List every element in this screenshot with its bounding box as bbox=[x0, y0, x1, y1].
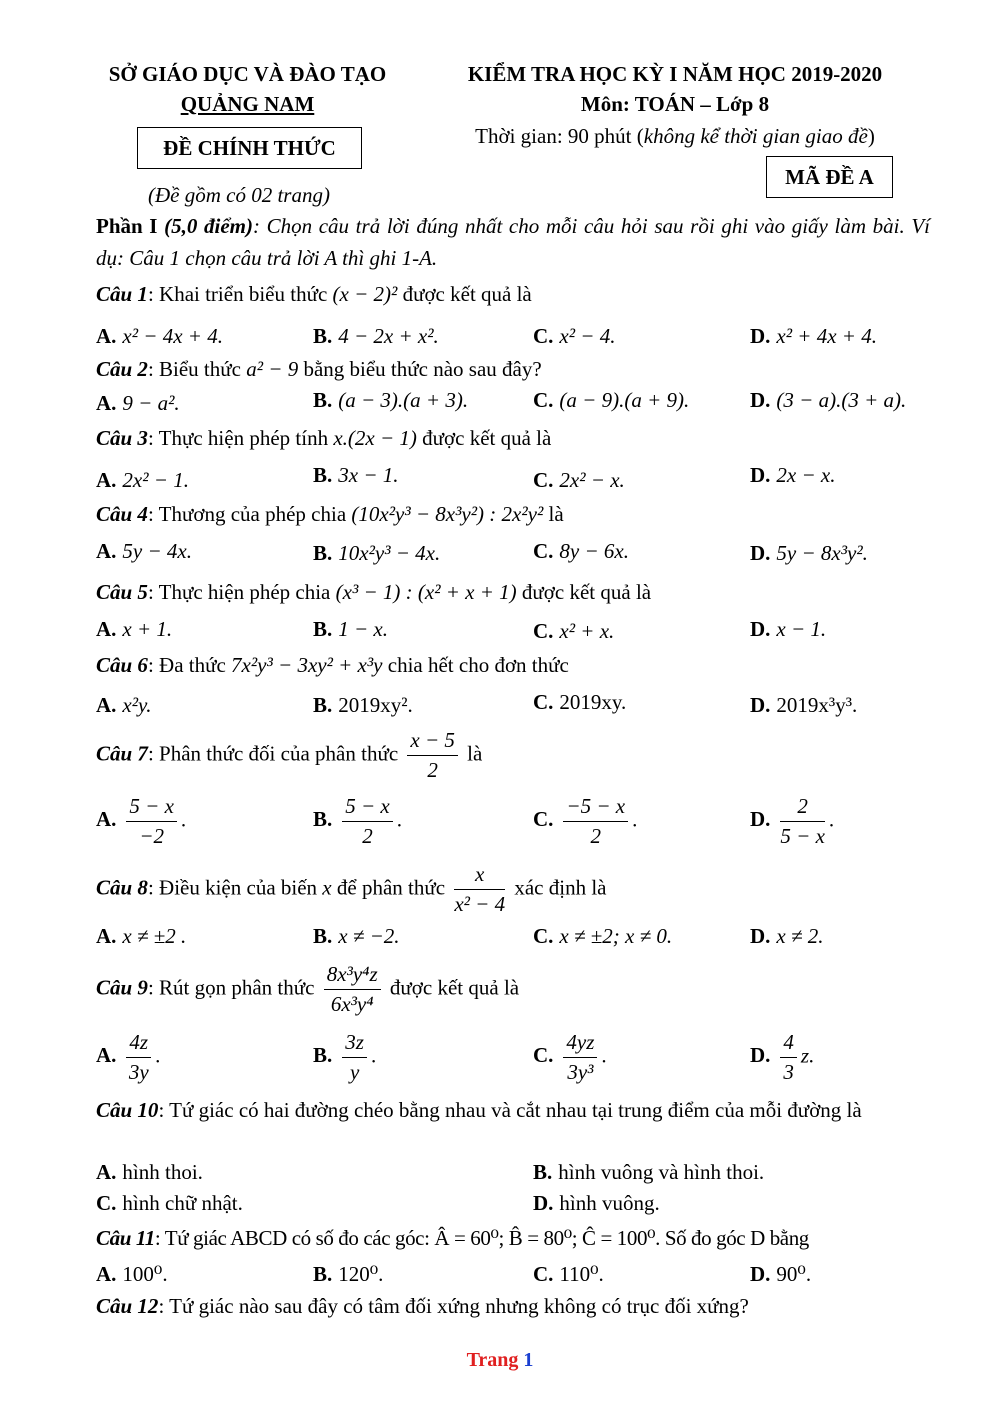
q4-option-b[interactable] bbox=[313, 541, 440, 566]
question-text: : Đa thức bbox=[147, 653, 232, 677]
option-text: (a − 9).(a + 9). bbox=[559, 388, 690, 412]
question-6 bbox=[96, 653, 569, 678]
question-tail: . Số đo góc D bằng bbox=[655, 1226, 809, 1250]
q3-option-c[interactable] bbox=[533, 468, 625, 493]
option-text: x ≠ 2. bbox=[776, 924, 824, 948]
time-label: Thời gian: 90 phút ( bbox=[475, 124, 644, 148]
option-letter: C. bbox=[96, 1191, 117, 1215]
q6-option-d[interactable] bbox=[750, 693, 857, 718]
question-text: : Khai triển biểu thức bbox=[147, 282, 333, 306]
question-math: x.(2x − 1) bbox=[333, 426, 417, 450]
q11-option-d[interactable] bbox=[750, 1262, 811, 1287]
option-letter: D. bbox=[750, 924, 771, 948]
fraction-denominator: 3y bbox=[128, 1060, 149, 1084]
q9-option-a[interactable]: A. $\frac{4z}{3y}$ . bbox=[96, 1030, 161, 1084]
option-letter: C. bbox=[533, 690, 554, 714]
question-tail: được kết quả là bbox=[416, 426, 552, 450]
fraction-denominator: y bbox=[349, 1060, 360, 1084]
option-text: 2019x³y³. bbox=[776, 693, 858, 717]
option-text: x + 1. bbox=[122, 617, 173, 641]
option-text: x ≠ ±2 . bbox=[122, 924, 187, 948]
fraction-denominator: 2 bbox=[590, 824, 601, 848]
option-text: hình thoi. bbox=[122, 1160, 203, 1184]
option-text: 2019xy. bbox=[559, 690, 627, 714]
question-label: Câu 2 bbox=[96, 357, 148, 381]
option-text: hình vuông. bbox=[559, 1191, 660, 1215]
q6-option-a[interactable] bbox=[96, 693, 151, 718]
option-fraction bbox=[563, 1030, 597, 1085]
question-label: Câu 7 bbox=[96, 741, 148, 766]
question-12 bbox=[96, 1294, 749, 1319]
question-9 bbox=[96, 962, 519, 1017]
time-italic: không kể thời gian giao đề bbox=[643, 124, 868, 148]
option-text: 9 − a². bbox=[122, 391, 180, 415]
option-text: 2x − x. bbox=[776, 463, 836, 487]
question-text: : Thực hiện phép tính bbox=[147, 426, 334, 450]
question-tail: bằng biểu thức nào sau đây? bbox=[298, 357, 542, 381]
option-letter: D. bbox=[750, 324, 771, 348]
q9-option-d[interactable] bbox=[750, 1030, 814, 1085]
question-label: Câu 8 bbox=[96, 875, 148, 900]
fraction-numerator: x bbox=[454, 862, 505, 890]
question-fraction bbox=[407, 728, 458, 783]
question-tail: là bbox=[461, 741, 483, 766]
question-label: Câu 11 bbox=[96, 1226, 155, 1250]
question-label: Câu 1 bbox=[96, 282, 148, 306]
question-tail: được kết quả là bbox=[397, 282, 532, 306]
footer-page-number: 1 bbox=[523, 1349, 534, 1371]
option-letter: C. bbox=[533, 619, 554, 643]
option-text: x² − 4x + 4. bbox=[122, 324, 223, 348]
fraction-denominator: 2 bbox=[427, 758, 438, 782]
option-letter: A. bbox=[96, 391, 117, 415]
exam-title: KIỂM TRA HỌC KỲ I NĂM HỌC 2019-2020 bbox=[467, 62, 883, 86]
question-math: (10x²y³ − 8x³y²) : 2x²y² bbox=[351, 502, 544, 526]
question-label: Câu 12 bbox=[96, 1294, 159, 1318]
option-text: hình chữ nhật. bbox=[122, 1191, 243, 1215]
question-11 bbox=[96, 1226, 809, 1251]
question-4 bbox=[96, 502, 564, 527]
part1-instruction bbox=[96, 210, 930, 274]
footer-page-word: Trang bbox=[466, 1349, 519, 1371]
subject-line: Môn: TOÁN – Lớp 8 bbox=[580, 92, 770, 116]
question-2 bbox=[96, 357, 542, 382]
q6-option-c[interactable] bbox=[533, 690, 626, 715]
option-letter: B. bbox=[313, 807, 333, 832]
option-letter: B. bbox=[313, 693, 333, 717]
option-letter: C. bbox=[533, 468, 554, 492]
q10-option-d[interactable] bbox=[533, 1191, 660, 1216]
fraction-numerator: 5 − x bbox=[342, 794, 393, 822]
fraction-denominator: 5 − x bbox=[780, 824, 825, 848]
option-text: 1 − x. bbox=[338, 617, 389, 641]
option-fraction bbox=[126, 1030, 151, 1085]
option-letter: B. bbox=[313, 924, 333, 948]
option-text: 4 − 2x + x². bbox=[338, 324, 439, 348]
option-text: 110⁰. bbox=[559, 1262, 604, 1286]
option-suffix: z. bbox=[800, 1043, 815, 1068]
option-fraction bbox=[780, 1030, 797, 1085]
option-fraction bbox=[780, 794, 825, 849]
question-text: : Điều kiện của biến bbox=[147, 875, 323, 900]
option-text: 3x − 1. bbox=[338, 463, 399, 487]
option-text: hình vuông và hình thoi. bbox=[558, 1160, 765, 1184]
option-text: x ≠ ±2; x ≠ 0. bbox=[559, 924, 673, 948]
question-1 bbox=[96, 282, 532, 307]
q1-option-d[interactable] bbox=[750, 324, 877, 349]
option-text: 5y − 4x. bbox=[122, 539, 192, 563]
q9-option-b[interactable]: B. $\frac{3z}{y}$ . bbox=[313, 1030, 377, 1084]
question-text: : Thực hiện phép chia bbox=[147, 580, 336, 604]
question-label: Câu 3 bbox=[96, 426, 148, 450]
question-label: Câu 10 bbox=[96, 1098, 159, 1122]
option-letter: A. bbox=[96, 693, 117, 717]
fraction-numerator: 4yz bbox=[563, 1030, 597, 1058]
fraction-denominator: 2 bbox=[362, 824, 373, 848]
option-letter: B. bbox=[313, 541, 333, 565]
option-text: 5y − 8x³y². bbox=[776, 541, 868, 565]
option-letter: D. bbox=[750, 1043, 771, 1068]
q2-option-b[interactable] bbox=[313, 388, 468, 413]
option-text: 2x² − x. bbox=[559, 468, 625, 492]
q1-option-a[interactable] bbox=[96, 324, 223, 349]
fraction-numerator: x − 5 bbox=[407, 728, 458, 756]
q8-option-a[interactable] bbox=[96, 924, 186, 949]
option-text: 120⁰. bbox=[338, 1262, 384, 1286]
option-letter: A. bbox=[96, 1262, 117, 1286]
option-letter: C. bbox=[533, 388, 554, 412]
part1-points: (5,0 điểm) bbox=[164, 214, 253, 238]
option-letter: D. bbox=[750, 388, 771, 412]
question-math: 7x²y³ − 3xy² + x³y bbox=[231, 653, 383, 677]
question-text: : Tứ giác ABCD có số đo các góc: bbox=[154, 1226, 435, 1250]
option-letter: B. bbox=[533, 1160, 553, 1184]
q3-option-d[interactable] bbox=[750, 463, 835, 488]
option-letter: B. bbox=[313, 617, 333, 641]
option-text: 10x²y³ − 4x. bbox=[338, 541, 441, 565]
q3-option-a[interactable] bbox=[96, 468, 189, 493]
option-letter: A. bbox=[96, 324, 117, 348]
option-text: 8y − 6x. bbox=[559, 539, 629, 563]
question-8 bbox=[96, 862, 607, 917]
q11-option-c[interactable] bbox=[533, 1262, 604, 1287]
question-tail: chia hết cho đơn thức bbox=[382, 653, 569, 677]
option-letter: A. bbox=[96, 539, 117, 563]
option-letter: D. bbox=[750, 463, 771, 487]
question-math: (x − 2)² bbox=[332, 282, 398, 306]
question-text: : Biểu thức bbox=[147, 357, 247, 381]
option-letter: D. bbox=[750, 693, 771, 717]
question-label: Câu 9 bbox=[96, 975, 148, 1000]
part1-title: Phần I bbox=[96, 214, 158, 238]
q3-option-b[interactable] bbox=[313, 463, 399, 488]
question-text: : Tứ giác có hai đường chéo bằng nhau và cắt nhau tại trung điểm của mỗi đường là bbox=[158, 1098, 862, 1122]
option-text: x²y. bbox=[122, 693, 152, 717]
question-7 bbox=[96, 728, 482, 783]
q5-option-b[interactable] bbox=[313, 617, 388, 642]
fraction-numerator: 2 bbox=[780, 794, 825, 822]
question-tail: là bbox=[543, 502, 564, 526]
question-fraction bbox=[454, 862, 505, 917]
question-3 bbox=[96, 426, 551, 451]
question-tail: được kết quả là bbox=[384, 975, 520, 1000]
option-text: (3 − a).(3 + a). bbox=[776, 388, 907, 412]
option-letter: D. bbox=[533, 1191, 554, 1215]
q5-option-a[interactable] bbox=[96, 617, 172, 642]
fraction-numerator: 4z bbox=[126, 1030, 151, 1058]
fraction-denominator: 3 bbox=[783, 1060, 794, 1084]
option-letter: A. bbox=[96, 924, 117, 948]
q10-option-b[interactable] bbox=[533, 1160, 764, 1185]
q4-option-d[interactable] bbox=[750, 541, 868, 566]
option-letter: D. bbox=[750, 617, 771, 641]
question-text: : Tứ giác nào sau đây có tâm đối xứng nhưng không có trục đối xứng? bbox=[158, 1294, 749, 1318]
time-line bbox=[440, 124, 910, 149]
question-math: Â = 60⁰; B̂ = 80⁰; Ĉ = 100⁰ bbox=[434, 1226, 656, 1250]
q1-option-b[interactable] bbox=[313, 324, 439, 349]
q7-option-c[interactable]: C. $\frac{-5 - x}{2}$ . bbox=[533, 794, 638, 848]
q5-option-c[interactable] bbox=[533, 619, 614, 644]
q8-option-b[interactable] bbox=[313, 924, 400, 949]
q10-option-a[interactable] bbox=[96, 1160, 203, 1185]
question-text: : Thương của phép chia bbox=[147, 502, 352, 526]
part1-text: : Chọn câu trả lời đúng nhất cho mỗi câu hỏi sau rồi ghi vào giấy làm bài. Ví dụ: Câu 1 chọn câu trả lời A thì ghi 1-A. bbox=[96, 214, 930, 270]
official-badge: ĐỀ CHÍNH THỨC bbox=[137, 127, 362, 169]
q2-option-c[interactable] bbox=[533, 388, 689, 413]
option-text: x² + x. bbox=[559, 619, 615, 643]
q8-option-c[interactable] bbox=[533, 924, 672, 949]
fraction-denominator: 6x³y⁴ bbox=[330, 992, 374, 1016]
option-text: 2x² − 1. bbox=[122, 468, 189, 492]
question-label: Câu 4 bbox=[96, 502, 148, 526]
q7-option-d[interactable]: D. $\frac{2}{5 - x}$ . bbox=[750, 794, 835, 848]
fraction-numerator: 8x³y⁴z bbox=[324, 962, 381, 990]
q4-option-a[interactable] bbox=[96, 539, 192, 564]
question-text: : Phân thức đối của phân thức bbox=[147, 741, 404, 766]
option-letter: C. bbox=[533, 324, 554, 348]
option-letter: A. bbox=[96, 1043, 117, 1068]
option-letter: B. bbox=[313, 463, 333, 487]
option-letter: B. bbox=[313, 1262, 333, 1286]
option-letter: A. bbox=[96, 1160, 117, 1184]
option-fraction bbox=[563, 794, 628, 849]
q2-option-a[interactable] bbox=[96, 391, 180, 416]
option-text: x − 1. bbox=[776, 617, 827, 641]
option-letter: C. bbox=[533, 924, 554, 948]
option-letter: C. bbox=[533, 1043, 554, 1068]
option-text: x² − 4. bbox=[559, 324, 616, 348]
question-tail: được kết quả là bbox=[516, 580, 652, 604]
dept-line2: QUẢNG NAM bbox=[180, 92, 315, 116]
q11-option-b[interactable] bbox=[313, 1262, 383, 1287]
option-letter: B. bbox=[313, 324, 333, 348]
fraction-numerator: −5 − x bbox=[563, 794, 628, 822]
option-fraction bbox=[342, 794, 393, 849]
fraction-numerator: 4 bbox=[780, 1030, 797, 1058]
q7-option-b[interactable]: B. $\frac{5 - x}{2}$ . bbox=[313, 794, 403, 848]
option-letter: B. bbox=[313, 388, 333, 412]
option-letter: A. bbox=[96, 807, 117, 832]
fraction-numerator: 3z bbox=[342, 1030, 367, 1058]
question-math: (x³ − 1) : (x² + x + 1) bbox=[335, 580, 517, 604]
option-fraction bbox=[126, 794, 177, 849]
question-5 bbox=[96, 580, 651, 605]
q7-option-a[interactable]: A. $\frac{5 - x}{-2}$ . bbox=[96, 794, 187, 848]
question-10 bbox=[96, 1094, 930, 1126]
pages-note: (Đề gồm có 02 trang) bbox=[148, 183, 330, 207]
question-tail: xác định là bbox=[509, 875, 607, 900]
option-text: 100⁰. bbox=[122, 1262, 168, 1286]
option-letter: D. bbox=[750, 541, 771, 565]
question-fraction bbox=[324, 962, 381, 1017]
option-text: x² + 4x + 4. bbox=[776, 324, 877, 348]
question-math: a² − 9 bbox=[246, 357, 299, 381]
fraction-denominator: 3y³ bbox=[567, 1060, 594, 1084]
option-text: x ≠ −2. bbox=[338, 924, 400, 948]
option-letter: D. bbox=[750, 1262, 771, 1286]
option-fraction bbox=[342, 1030, 367, 1085]
question-text-2: để phân thức bbox=[331, 875, 451, 900]
q10-option-c[interactable] bbox=[96, 1191, 243, 1216]
q1-option-c[interactable] bbox=[533, 324, 615, 349]
option-letter: A. bbox=[96, 468, 117, 492]
option-text: (a − 3).(a + 3). bbox=[338, 388, 469, 412]
q5-option-d[interactable] bbox=[750, 617, 826, 642]
option-letter: D. bbox=[750, 807, 771, 832]
option-letter: C. bbox=[533, 1262, 554, 1286]
time-close: ) bbox=[867, 124, 875, 148]
q9-option-c[interactable]: C. $\frac{4yz}{\text{3y³}}$ . bbox=[533, 1030, 607, 1084]
fraction-numerator: 5 − x bbox=[126, 794, 177, 822]
q8-option-d[interactable] bbox=[750, 924, 824, 949]
fraction-denominator: x² − 4 bbox=[454, 892, 506, 916]
question-label: Câu 5 bbox=[96, 580, 148, 604]
page-footer bbox=[0, 1349, 1000, 1372]
q4-option-c[interactable] bbox=[533, 539, 629, 564]
option-letter: A. bbox=[96, 617, 117, 641]
dept-line1: SỞ GIÁO DỤC VÀ ĐÀO TẠO bbox=[108, 62, 387, 86]
q6-option-b[interactable] bbox=[313, 693, 413, 718]
q11-option-a[interactable] bbox=[96, 1262, 168, 1287]
option-letter: C. bbox=[533, 539, 554, 563]
option-letter: C. bbox=[533, 807, 554, 832]
question-math: x bbox=[322, 875, 332, 900]
fraction-denominator: −2 bbox=[139, 824, 164, 848]
q2-option-d[interactable] bbox=[750, 388, 906, 413]
option-letter: B. bbox=[313, 1043, 333, 1068]
exam-code-badge: MÃ ĐỀ A bbox=[766, 156, 893, 198]
option-text: 2019xy². bbox=[338, 693, 413, 717]
option-text: 90⁰. bbox=[776, 1262, 812, 1286]
question-label: Câu 6 bbox=[96, 653, 148, 677]
question-text: : Rút gọn phân thức bbox=[147, 975, 320, 1000]
